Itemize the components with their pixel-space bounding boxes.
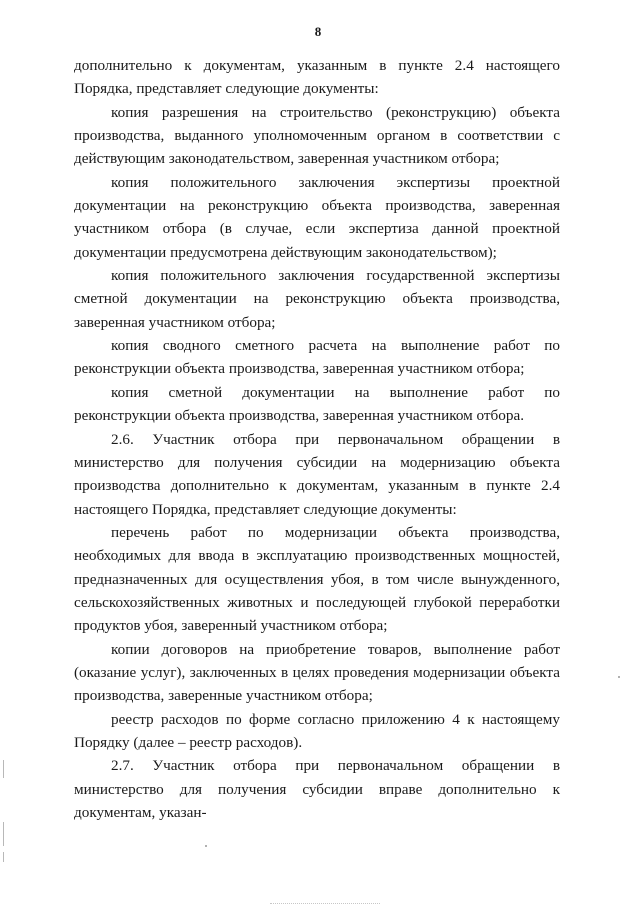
scan-speck-right: [618, 676, 620, 678]
page-number: 8: [314, 24, 322, 39]
scan-margin-mark-3: [3, 852, 4, 862]
paragraph-state-expertise: копия положительного заключения государственной экспертизы сметной документации на реконструкцию объекта производства, заверенная участником отбора;: [74, 267, 560, 331]
paragraph-section-2-7: 2.7. Участник отбора при первоначальном обращении в министерство для получения субсидии вправе дополнительно к документам, указан-: [74, 757, 560, 821]
scan-speck: [205, 845, 207, 847]
scan-margin-mark-2: [3, 822, 4, 846]
paragraph-project-expertise: копия положительного заключения экспертизы проектной документации на реконструкцию объекта производства, заверенная участником отбора (в случае, если экспертиза данной проектной документации предусмотрена действующим законодательством);: [74, 173, 560, 261]
paragraph-continuation: дополнительно к документам, указанным в пункте 2.4 настоящего Порядка, представляет следующие документы:: [74, 57, 560, 98]
paragraph-permit-copy: копия разрешения на строительство (реконструкцию) объекта производства, выданного уполномоченным органом в соответствии с действующим законодательством, заверенная участником отбора;: [74, 103, 560, 168]
document-body: [74, 54, 560, 824]
paragraph-works-list: перечень работ по модернизации объекта производства, необходимых для ввода в эксплуатацию производственных мощностей, предназначенных для осуществления убоя, в том числе вынужденного, сельскохозяйственных животных и последующей глубокой переработки продуктов убоя, заверенный участником отбора;: [74, 523, 560, 635]
paragraph-contracts-copies: копии договоров на приобретение товаров, выполнение работ (оказание услуг), заключенных в целях проведения модернизации объекта производства, заверенные участником отбора;: [74, 640, 560, 705]
paragraph-expense-register: реестр расходов по форме согласно приложению 4 к настоящему Порядку (далее – реестр расходов).: [74, 710, 560, 751]
paragraph-summary-estimate: копия сводного сметного расчета на выполнение работ по реконструкции объекта производства, заверенная участником отбора;: [74, 337, 560, 378]
scan-margin-mark-1: [3, 760, 4, 778]
paragraph-section-2-6: 2.6. Участник отбора при первоначальном обращении в министерство для получения субсидии на модернизацию объекта производства дополнительно к документам, указанным в пункте 2.4 настоящего Порядка, представляет следующие документы:: [74, 430, 560, 518]
scan-bottom-strip: [270, 902, 380, 904]
paragraph-estimate-documentation: копия сметной документации на выполнение работ по реконструкции объекта производства, заверенная участником отбора.: [74, 383, 560, 425]
